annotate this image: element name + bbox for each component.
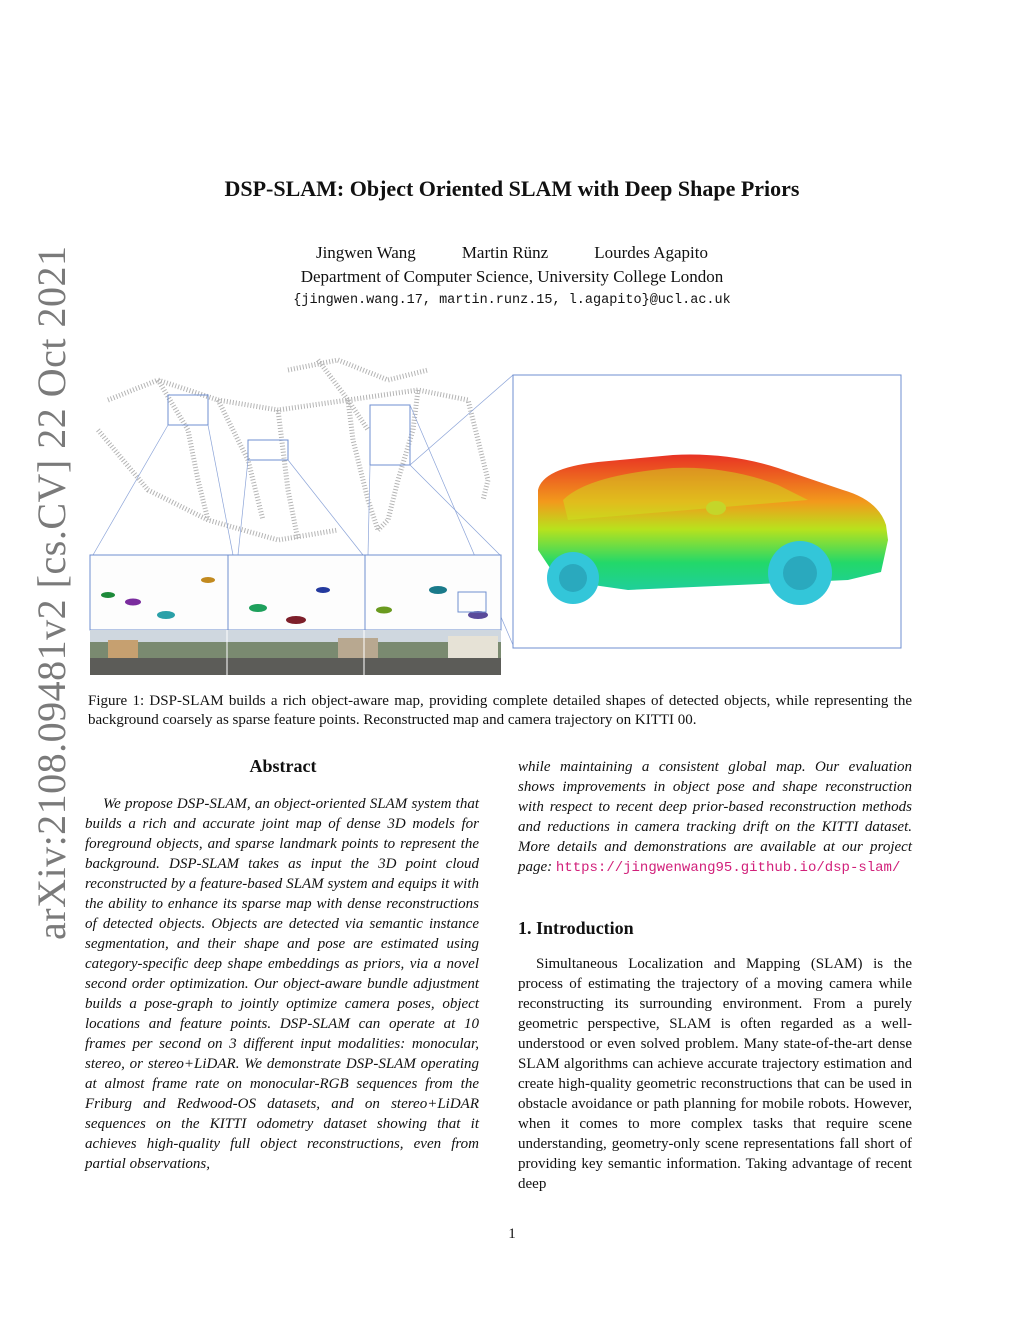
figure-1 (88, 340, 904, 680)
figure-graphic (88, 340, 904, 680)
paper-title: DSP-SLAM: Object Oriented SLAM with Deep Shape Priors (224, 176, 800, 201)
author-list (0, 243, 1024, 263)
arxiv-stamp: arXiv:2108.09481v2 [cs.CV] 22 Oct 2021 (29, 245, 74, 940)
abstract-body: We propose DSP-SLAM, an object-oriented SLAM system that builds a rich and accurate joint map of dense 3D models for foreground objects, and sparse landmark points to represent the background. DSP-SLAM takes as input the 3D point cloud reconstructed by a feature-based SLAM system and equips it with the ability to enhance its sparse map with dense reconstructions of detected objects. Objects are detected via semantic instance segmentation, and their shape and pose are estimated using category-specific deep shape embeddings as priors, via a novel second order optimization. Our object-aware bundle adjustment builds a pose-graph to jointly optimize camera poses, object locations and feature points. DSP-SLAM can operate at 10 frames per second on 3 different input modalities: monocular, stereo, or stereo+LiDAR. We demonstrate DSP-SLAM operating at almost frame rate on monocular-RGB sequences from the Friburg and Redwood-OS datasets, and on stereo+LiDAR sequences on the KITTI odometry dataset showing that it achieves high-quality full object reconstructions, even from partial observations, (85, 796, 479, 1172)
abstract-continuation-text: while maintaining a consistent global map. Our evaluation shows improvements in object pose and shape reconstruction with respect to recent deep prior-based reconstruction methods and reductions in camera tracking drift on the KITTI dataset. More details and demonstrations are available at our project page: (518, 759, 912, 875)
abstract-continuation (518, 757, 912, 878)
introduction-body: Simultaneous Localization and Mapping (SLAM) is the process of estimating the trajectory of a moving camera while reconstructing its surrounding environment. From a purely geometric perspective, SLAM is often regarded as a well-understood or even solved problem. Many state-of-the-art dense SLAM algorithms can achieve accurate trajectory estimation and create high-quality geometric reconstructions that can be used in obstacle avoidance or path planning for mobile robots. However, when it comes to more complex tasks that require scene understanding, geometry-only scene representations fall short of providing key semantic information. Taking advantage of recent deep (518, 956, 912, 1192)
object-view-panels (90, 555, 501, 630)
affiliation: Department of Computer Science, University College London (300, 267, 724, 286)
map-region-boxes (168, 395, 410, 465)
project-page-link[interactable]: https://jingwenwang95.github.io/dsp-slam/ (555, 860, 901, 876)
camera-image-strip (90, 630, 501, 675)
figure-caption: Figure 1: DSP-SLAM builds a rich object-aware map, providing complete detailed shapes of detected objects, while representing the background coarsely as sparse feature points. Reconstructed map and camera trajectory on KITTI 00. (88, 693, 912, 728)
page-number: 1 (508, 1226, 516, 1242)
introduction-heading: 1. Introduction (518, 918, 634, 938)
author-name: Martin Rünz (461, 243, 549, 262)
author-emails: {jingwen.wang.17, martin.runz.15, l.agapito}@ucl.ac.uk (293, 293, 731, 308)
author-name: Jingwen Wang (315, 243, 416, 262)
author-name: Lourdes Agapito (594, 243, 709, 262)
abstract-heading: Abstract (249, 756, 317, 776)
